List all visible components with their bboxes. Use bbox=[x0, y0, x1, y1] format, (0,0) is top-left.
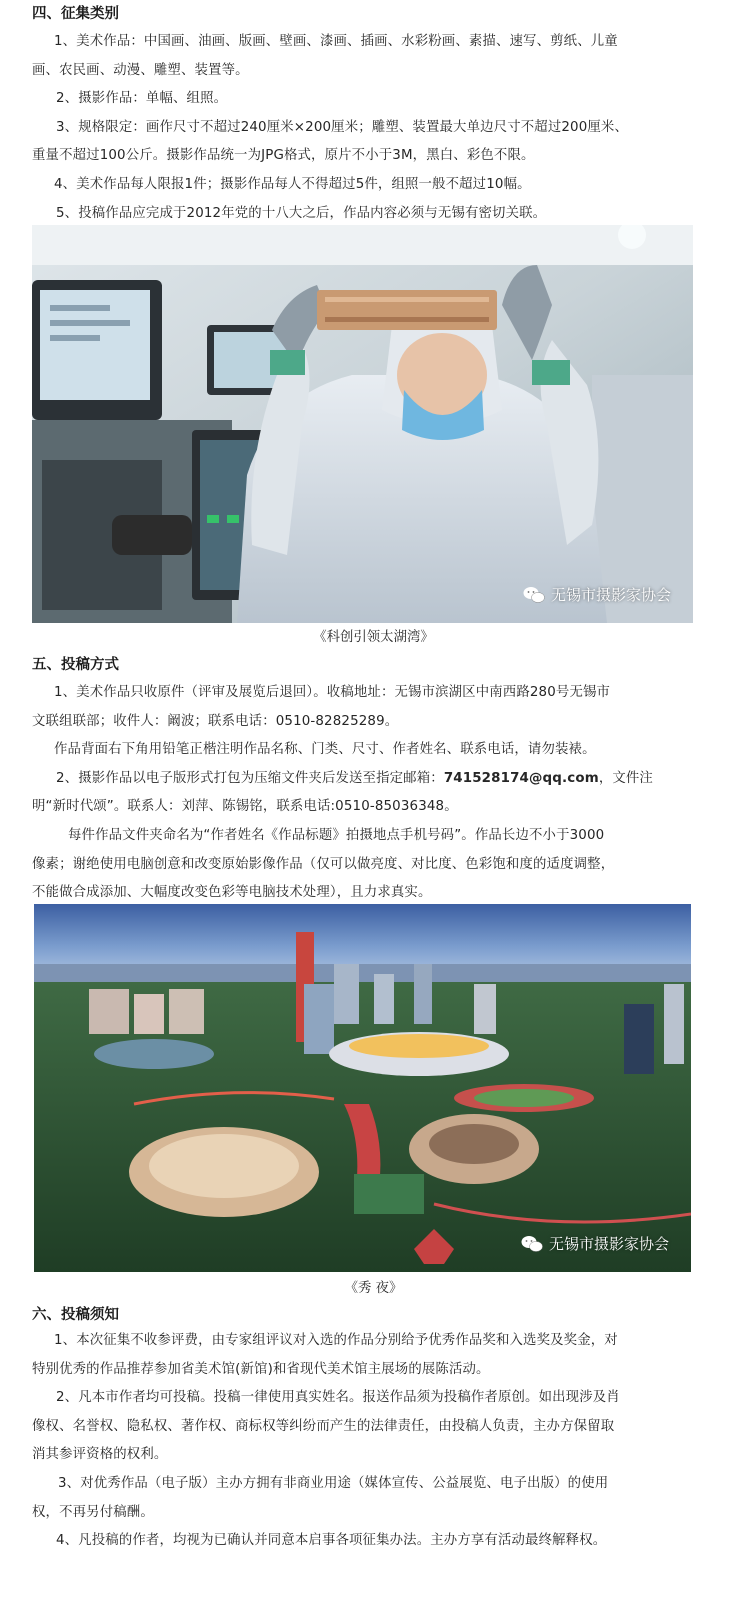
section-notice-body bbox=[32, 1327, 702, 1556]
photo-night-show-watermark-text: 无锡市摄影家协会 bbox=[548, 1235, 669, 1253]
notice-item-3-line-2: 权，不再另付稿酬。 bbox=[32, 1504, 154, 1520]
section-heading-notice: 六、投稿须知 bbox=[32, 1307, 119, 1323]
submission-p2: 作品背面右下角用铅笔正楷注明作品名称、门类、尺寸、作者姓名、联系电话，请勿装裱。 bbox=[54, 742, 596, 758]
photo-night-show bbox=[34, 904, 691, 1272]
notice-item-1-line-1: 1、本次征集不收参评费，由专家组评议对入选的作品分别给予优秀作品奖和入选奖及奖金，对 bbox=[54, 1333, 618, 1348]
submission-p1-line-1: 1、美术作品只收原件（评审及展览后退回）。收稿地址：无锡市滨湖区中南西路280号无锡市 bbox=[54, 685, 611, 700]
wechat-icon bbox=[521, 1235, 543, 1253]
section-submission-body bbox=[32, 679, 702, 908]
photo-night-show-watermark bbox=[521, 1233, 669, 1254]
photo-night-show-image bbox=[34, 904, 691, 1272]
notice-item-4: 4、凡投稿的作者，均视为已确认并同意本启事各项征集办法。主办方享有活动最终解释权。 bbox=[56, 1533, 607, 1549]
section-heading-categories: 四、征集类别 bbox=[32, 6, 119, 22]
categories-item-4: 4、美术作品每人限报1件；摄影作品每人不得超过5件，组照一般不超过10幅。 bbox=[54, 176, 531, 192]
submission-p4-line-2: 像素；谢绝使用电脑创意和改变原始影像作品（仅可以做亮度、对比度、色彩饱和度的适度调整， bbox=[32, 856, 615, 872]
categories-item-3-line-1: 3、规格限定：画作尺寸不超过240厘米×200厘米；雕塑、装置最大单边尺寸不超过200厘米、 bbox=[56, 119, 628, 135]
photo-tech-innovation bbox=[32, 225, 693, 623]
submission-p4-line-3: 不能做合成添加、大幅度改变色彩等电脑技术处理），且力求真实。 bbox=[32, 885, 432, 901]
photo-tech-innovation-watermark bbox=[523, 584, 671, 605]
categories-item-3-line-2: 重量不超过100公斤。摄影作品统一为JPG格式，原片不小于3M，黑白、彩色不限。 bbox=[32, 148, 535, 164]
notice-item-1-line-2: 特别优秀的作品推荐参加省美术馆(新馆)和省现代美术馆主展场的展陈活动。 bbox=[32, 1361, 490, 1377]
photo-tech-innovation-image bbox=[32, 225, 693, 623]
submission-p3-line-2: 明“新时代颂”。联系人：刘萍、陈锡铭，联系电话:0510-85036348。 bbox=[32, 799, 458, 815]
submission-p3-line-1: 2、摄影作品以电子版形式打包为压缩文件夹后发送至指定邮箱：741528174@qq.com，文件注 bbox=[56, 770, 653, 786]
categories-item-2: 2、摄影作品：单幅、组照。 bbox=[56, 91, 228, 107]
photo-tech-innovation-watermark-text: 无锡市摄影家协会 bbox=[550, 586, 671, 604]
notice-item-3-line-1: 3、对优秀作品（电子版）主办方拥有非商业用途（媒体宣传、公益展览、电子出版）的使用 bbox=[58, 1475, 609, 1491]
wechat-icon bbox=[523, 586, 545, 604]
notice-item-2-line-3: 消其参评资格的权利。 bbox=[32, 1447, 168, 1463]
notice-item-2-line-1: 2、凡本市作者均可投稿。投稿一律使用真实姓名。报送作品须为投稿作者原创。如出现涉及肖 bbox=[56, 1390, 620, 1406]
submission-p4-line-1: 每件作品文件夹命名为“作者姓名《作品标题》拍摄地点手机号码”。作品长边不小于3000 bbox=[68, 827, 605, 843]
photo-tech-innovation-caption: 《科创引领太湖湾》 bbox=[313, 630, 434, 645]
section-categories-body bbox=[32, 28, 702, 228]
submission-p1-line-2: 文联组联部；收件人：阚波；联系电话：0510-82825289。 bbox=[32, 713, 399, 729]
categories-item-1-line-1: 1、美术作品：中国画、油画、版画、壁画、漆画、插画、水彩粉画、素描、速写、剪纸、儿童 bbox=[54, 34, 618, 49]
notice-item-2-line-2: 像权、名誉权、隐私权、著作权、商标权等纠纷而产生的法律责任，由投稿人负责，主办方保留取 bbox=[32, 1418, 615, 1434]
categories-item-5: 5、投稿作品应完成于2012年党的十八大之后，作品内容必须与无锡有密切关联。 bbox=[56, 205, 547, 221]
photo-night-show-caption: 《秀 夜》 bbox=[344, 1281, 403, 1296]
submission-email: 741528174@qq.com bbox=[443, 770, 599, 786]
categories-item-1-line-2: 画、农民画、动漫、雕塑、装置等。 bbox=[32, 62, 249, 78]
section-heading-submission: 五、投稿方式 bbox=[32, 657, 119, 673]
submission-p3-pre: 2、摄影作品以电子版形式打包为压缩文件夹后发送至指定邮箱： bbox=[56, 770, 444, 786]
